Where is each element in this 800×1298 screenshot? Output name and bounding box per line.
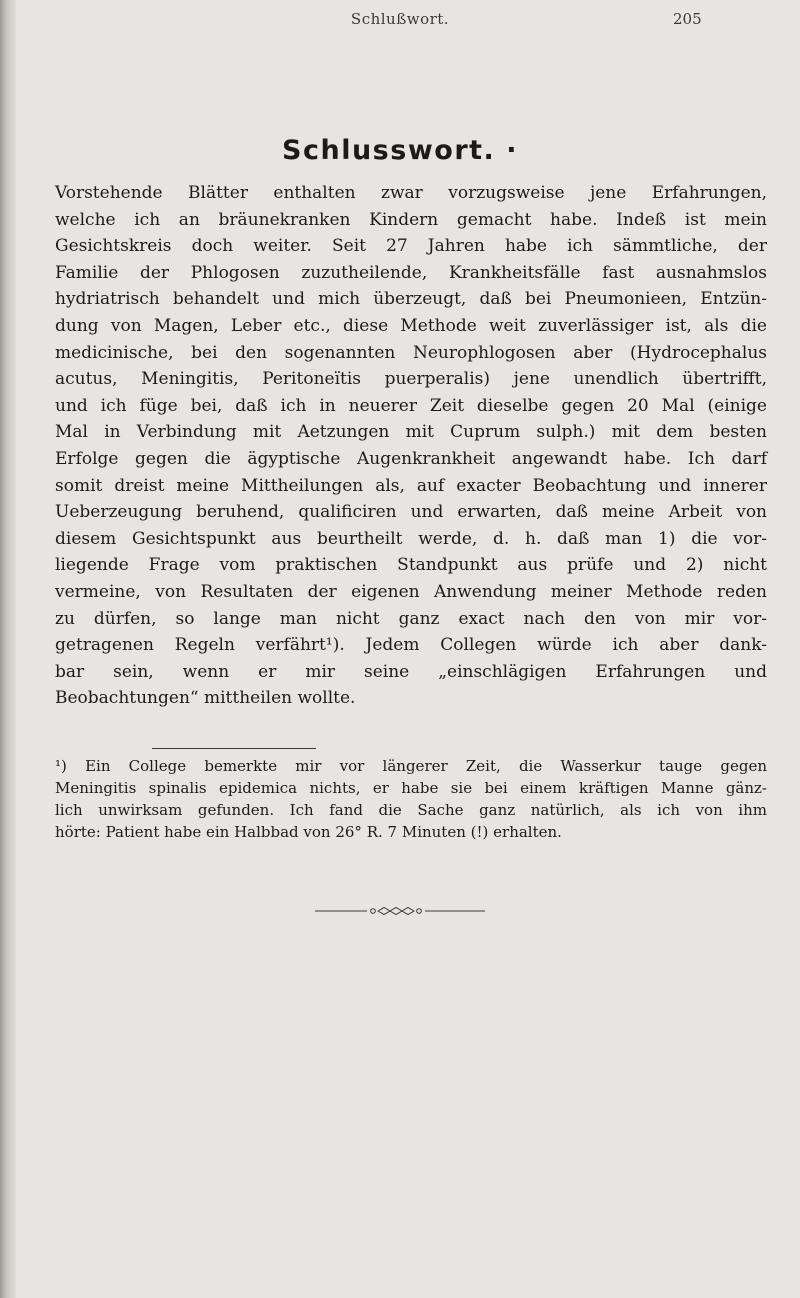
text-line-text: und ich füge bei, daß ich in neuerer Zeit dieselbe gegen 20 Mal (einige [55,395,767,416]
text-line-text: hydriatrisch behandelt und mich überzeugt, daß bei Pneumonieen, Entzün- [55,289,767,310]
text-line-text: Gesichtskreis doch weiter. Seit 27 Jahren habe ich sämmtliche, der [55,236,767,257]
text-line-text: liegende Frage vom praktischen Standpunkt aus prüfe und 2) nicht [55,555,767,576]
end-ornament [315,906,485,916]
text-line-text: medicinische, bei den sogenannten Neurophlogosen aber (Hydrocephalus [55,342,767,363]
text-line-text: Familie der Phlogosen zuzutheilende, Krankheitsfälle fast ausnahmslos [55,262,767,283]
text-line [55,366,767,393]
text-line [55,552,767,579]
page-number: 205 [673,10,702,28]
text-line-text: vermeine, von Resultaten der eigenen Anwendung meiner Methode reden [55,581,767,602]
text-line-text: acutus, Meningitis, Peritoneïtis puerperalis) jene unendlich übertrifft, [55,369,767,390]
text-line [55,606,767,633]
section-title: Schlusswort. · [282,135,518,166]
footnote-line-text: ¹) Ein College bemerkte mir vor längerer Zeit, die Wasserkur tauge gegen [55,757,767,775]
text-line-text: Vorstehende Blätter enthalten zwar vorzugsweise jene Erfahrungen, [55,183,767,203]
text-line-text: getragenen Regeln verfährt¹). Jedem Collegen würde ich aber dank- [55,635,767,656]
text-line [55,526,767,553]
text-line [55,207,767,234]
text-line [55,313,767,340]
text-line [55,659,767,686]
footnote-line-text: Meningitis spinalis epidemica nichts, er habe sie bei einem kräftigen Manne gänz- [55,779,767,797]
text-line-text: zu dürfen, so lange man nicht ganz exact nach den von mir vor- [55,608,767,629]
main-text [55,180,767,712]
text-line [55,446,767,473]
text-line-text: Beobachtungen“ mittheilen wollte. [55,688,356,709]
text-line [55,473,767,500]
footnote-line [55,777,767,799]
text-line [55,260,767,287]
text-line-text: bar sein, wenn er mir seine „einschlägigen Erfahrungen und [55,661,767,682]
text-line-text: welche ich an bräunekranken Kindern gemacht habe. Indeß ist mein [55,209,767,230]
text-line [55,419,767,446]
text-line-text: Mal in Verbindung mit Aetzungen mit Cuprum sulph.) mit dem besten [55,422,767,443]
footnote-line-text: hörte: Patient habe ein Halbbad von 26° R. 7 Minuten (!) erhalten. [55,823,562,841]
text-line-text: Ueberzeugung beruhend, qualificiren und erwarten, daß meine Arbeit von [55,502,767,523]
text-line [55,579,767,606]
text-line-text: dung von Magen, Leber etc., diese Methode weit zuverlässiger ist, als die [55,315,767,336]
footnote-line [55,755,767,777]
running-head: Schlußwort. [350,10,450,28]
text-line [55,340,767,367]
footnote-line-text: lich unwirksam gefunden. Ich fand die Sache ganz natürlich, als ich von ihm [55,801,767,819]
footnote-line [55,821,767,843]
text-line [55,233,767,260]
footnote-line [55,799,767,821]
book-spine-shadow [0,0,16,1298]
footnote [55,755,767,843]
text-line [55,180,767,207]
text-line [55,499,767,526]
text-line-text: somit dreist meine Mittheilungen als, auf exacter Beobachtung und innerer [55,475,767,496]
footnote-rule [152,748,316,749]
text-line [55,632,767,659]
text-line-text: Erfolge gegen die ägyptische Augenkrankheit angewandt habe. Ich darf [55,448,767,469]
text-line-text: diesem Gesichtspunkt aus beurtheilt werde, d. h. daß man 1) die vor- [55,528,767,549]
text-line [55,685,767,712]
text-line [55,393,767,420]
text-line [55,286,767,313]
